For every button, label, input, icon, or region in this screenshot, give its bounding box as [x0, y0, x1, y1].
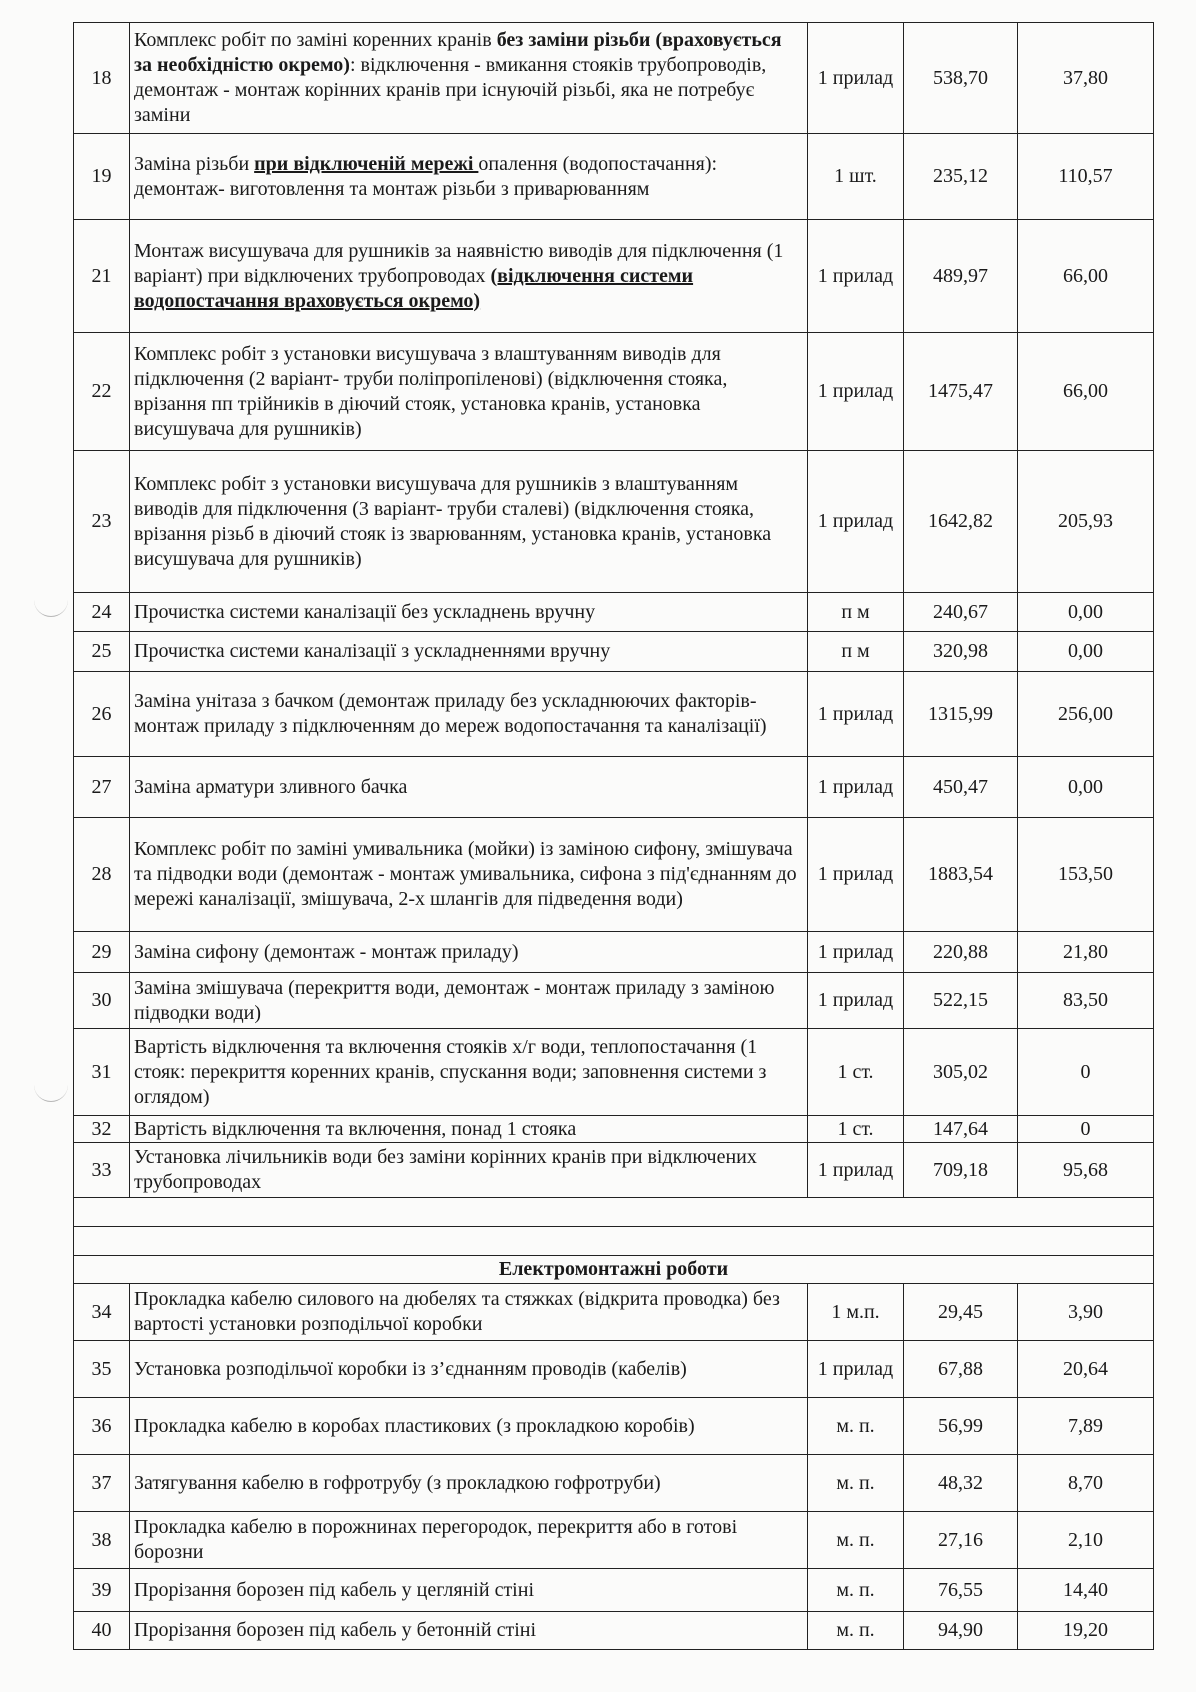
item-description	[130, 1455, 808, 1512]
item-number: 26	[74, 672, 130, 757]
description-text: Заміна унітаза з бачком (демонтаж приладу без ускладнюючих факторів- монтаж приладу з підключенням до мереж водопостачання та каналізації)	[134, 690, 767, 737]
item-price: 76,55	[904, 1569, 1018, 1612]
item-unit: 1 прилад	[808, 333, 904, 451]
punch-hole-mark	[34, 600, 68, 617]
item-description	[130, 672, 808, 757]
table-row	[74, 1341, 1154, 1398]
description-text: Комплекс робіт по заміні умивальника (мойки) із заміною сифону, змішувача та підводки води (демонтаж - монтаж умивальника, сифона з під'єднанням до мережі каналізації, змішувача, 2-х шлангів для підведення води)	[134, 838, 797, 910]
table-row	[74, 632, 1154, 672]
item-description	[130, 632, 808, 672]
punch-hole-mark	[34, 1085, 68, 1102]
description-text: Вартість відключення та включення, понад 1 стояка	[134, 1117, 577, 1140]
item-unit: м. п.	[808, 1569, 904, 1612]
item-unit: п м	[808, 632, 904, 672]
item-number: 40	[74, 1612, 130, 1650]
description-text: Прочистка системи каналізації без ускладнень вручну	[134, 600, 596, 623]
item-materials-cost: 2,10	[1018, 1512, 1154, 1569]
item-materials-cost: 20,64	[1018, 1341, 1154, 1398]
item-price: 1883,54	[904, 818, 1018, 932]
item-unit: 1 прилад	[808, 973, 904, 1029]
spacer-row	[74, 1198, 1154, 1227]
item-description	[130, 1612, 808, 1650]
table-row	[74, 1116, 1154, 1143]
item-price: 56,99	[904, 1398, 1018, 1455]
description-text: Заміна різьби	[134, 152, 255, 175]
item-description	[130, 757, 808, 818]
item-number: 35	[74, 1341, 130, 1398]
item-materials-cost: 110,57	[1018, 134, 1154, 220]
description-text: Затягування кабелю в гофротрубу (з прокладкою гофротруби)	[134, 1471, 661, 1494]
item-price: 240,67	[904, 593, 1018, 632]
item-materials-cost: 21,80	[1018, 932, 1154, 973]
item-price: 1475,47	[904, 333, 1018, 451]
description-text: (відключення системи водопостачання враховується окремо)	[134, 264, 694, 312]
item-unit: м. п.	[808, 1612, 904, 1650]
item-materials-cost: 66,00	[1018, 333, 1154, 451]
item-price: 48,32	[904, 1455, 1018, 1512]
item-price: 67,88	[904, 1341, 1018, 1398]
item-number: 24	[74, 593, 130, 632]
description-text: Прорізання борозен під кабель у бетонній стіні	[134, 1619, 537, 1641]
description-text: при відключеній мережі	[254, 152, 479, 175]
item-materials-cost: 153,50	[1018, 818, 1154, 932]
table-row	[74, 757, 1154, 818]
item-price: 538,70	[904, 23, 1018, 134]
table-row	[74, 1029, 1154, 1116]
item-unit: 1 шт.	[808, 134, 904, 220]
item-price: 305,02	[904, 1029, 1018, 1116]
table-row	[74, 23, 1154, 134]
table-row	[74, 1398, 1154, 1455]
description-text: Установка розподільчої коробки із з’єднанням проводів (кабелів)	[134, 1357, 687, 1380]
item-unit: 1 прилад	[808, 220, 904, 333]
item-description	[130, 1512, 808, 1569]
item-number: 25	[74, 632, 130, 672]
item-number: 30	[74, 973, 130, 1029]
item-price: 29,45	[904, 1284, 1018, 1341]
description-text: Прокладка кабелю силового на дюбелях та стяжках (відкрита проводка) без вартості установки розподільчої коробки	[134, 1288, 780, 1335]
item-materials-cost: 0,00	[1018, 593, 1154, 632]
item-description	[130, 1116, 808, 1143]
table-row	[74, 1612, 1154, 1650]
item-description	[130, 134, 808, 220]
item-unit: п м	[808, 593, 904, 632]
item-description	[130, 932, 808, 973]
item-number: 36	[74, 1398, 130, 1455]
table-row	[74, 818, 1154, 932]
item-description	[130, 1398, 808, 1455]
item-price: 27,16	[904, 1512, 1018, 1569]
table-row	[74, 1143, 1154, 1198]
item-description	[130, 818, 808, 932]
table-row	[74, 333, 1154, 451]
item-description	[130, 451, 808, 593]
empty-cell	[74, 1198, 1154, 1227]
item-price: 1642,82	[904, 451, 1018, 593]
empty-cell	[74, 1227, 1154, 1256]
section-title: Електромонтажні роботи	[74, 1256, 1154, 1284]
item-description	[130, 1284, 808, 1341]
item-unit: 1 ст.	[808, 1029, 904, 1116]
item-description	[130, 1569, 808, 1612]
item-materials-cost: 0	[1018, 1029, 1154, 1116]
item-description	[130, 1029, 808, 1116]
item-price: 94,90	[904, 1612, 1018, 1650]
item-price: 220,88	[904, 932, 1018, 973]
item-description	[130, 23, 808, 134]
item-materials-cost: 256,00	[1018, 672, 1154, 757]
table-row	[74, 932, 1154, 973]
description-text: Прорізання борозен під кабель у цегляній стіні	[134, 1578, 534, 1601]
item-number: 33	[74, 1143, 130, 1198]
item-description	[130, 973, 808, 1029]
description-text: Установка лічильників води без заміни корінних кранів при відключених трубопроводах	[134, 1146, 757, 1193]
item-unit: м. п.	[808, 1455, 904, 1512]
item-number: 28	[74, 818, 130, 932]
item-materials-cost: 83,50	[1018, 973, 1154, 1029]
item-materials-cost: 7,89	[1018, 1398, 1154, 1455]
item-price: 235,12	[904, 134, 1018, 220]
item-price: 1315,99	[904, 672, 1018, 757]
item-unit: 1 прилад	[808, 818, 904, 932]
description-text: Заміна арматури зливного бачка	[134, 775, 408, 798]
table-row	[74, 672, 1154, 757]
item-unit: 1 прилад	[808, 672, 904, 757]
item-number: 27	[74, 757, 130, 818]
description-text: Вартість відключення та включення стояків х/г води, теплопостачання (1 стояк: перекриття коренних кранів, спускання води; заповнення системи з оглядом)	[134, 1035, 767, 1108]
description-text: Прокладка кабелю в порожнинах перегородок, перекриття або в готові борозни	[134, 1516, 738, 1563]
item-description	[130, 593, 808, 632]
description-text: Комплекс робіт по заміні коренних кранів	[134, 29, 497, 51]
item-number: 31	[74, 1029, 130, 1116]
item-materials-cost: 8,70	[1018, 1455, 1154, 1512]
item-number: 22	[74, 333, 130, 451]
item-materials-cost: 3,90	[1018, 1284, 1154, 1341]
item-materials-cost: 0,00	[1018, 632, 1154, 672]
item-number: 23	[74, 451, 130, 593]
item-materials-cost: 95,68	[1018, 1143, 1154, 1198]
description-text: без заміни різьби (враховується за необхідністю окремо)	[134, 29, 782, 76]
item-description	[130, 1341, 808, 1398]
price-list-body	[74, 23, 1154, 1650]
item-number: 34	[74, 1284, 130, 1341]
item-unit: 1 прилад	[808, 1341, 904, 1398]
table-row	[74, 973, 1154, 1029]
item-price: 522,15	[904, 973, 1018, 1029]
description-text: : відключення - вмикання стояків трубопроводів, демонтаж - монтаж корінних кранів при існуючій різьбі, яка не потребує заміни	[134, 54, 767, 126]
description-text: Монтаж висушувача для рушників за наявністю виводів для підключення (1 варіант) при відключених трубопроводах	[134, 239, 784, 287]
table-row	[74, 134, 1154, 220]
table-row	[74, 451, 1154, 593]
item-materials-cost: 66,00	[1018, 220, 1154, 333]
table-row	[74, 1284, 1154, 1341]
item-number: 37	[74, 1455, 130, 1512]
description-text: Комплекс робіт з установки висушувача для рушників з влаштуванням виводів для підключення (3 варіант- труби сталеві) (відключення стояка, врізання різьб в діючий стояк із зварюванням, установка кранів, установка висушувача для рушників)	[134, 472, 772, 570]
item-description	[130, 1143, 808, 1198]
item-price: 709,18	[904, 1143, 1018, 1198]
item-unit: 1 прилад	[808, 932, 904, 973]
item-price: 450,47	[904, 757, 1018, 818]
item-materials-cost: 0	[1018, 1116, 1154, 1143]
item-materials-cost: 19,20	[1018, 1612, 1154, 1650]
item-price: 489,97	[904, 220, 1018, 333]
description-text: Заміна сифону (демонтаж - монтаж приладу)	[134, 940, 519, 963]
item-number: 21	[74, 220, 130, 333]
item-unit: 1 м.п.	[808, 1284, 904, 1341]
table-row	[74, 220, 1154, 333]
description-text: Заміна змішувача (перекриття води, демонтаж - монтаж приладу з заміною підводки води)	[134, 976, 775, 1024]
item-price: 320,98	[904, 632, 1018, 672]
section-header-row	[74, 1256, 1154, 1284]
description-text: Комплекс робіт з установки висушувача з влаштуванням виводів для підключення (2 варіант- труби поліпропіленові) (відключення стояка, врізання пп трійників в діючий стояк, установка кранів, установка висушувача для рушників)	[134, 342, 728, 440]
item-number: 38	[74, 1512, 130, 1569]
table-row	[74, 593, 1154, 632]
item-description	[130, 333, 808, 451]
description-text: Прокладка кабелю в коробах пластикових (з прокладкою коробів)	[134, 1414, 695, 1437]
item-number: 29	[74, 932, 130, 973]
item-unit: 1 прилад	[808, 451, 904, 593]
description-text: опалення (водопостачання): демонтаж- виготовлення та монтаж різьби з приварюванням	[134, 152, 718, 200]
item-unit: м. п.	[808, 1512, 904, 1569]
item-price: 147,64	[904, 1116, 1018, 1143]
description-text: Прочистка системи каналізації з ускладненнями вручну	[134, 640, 611, 662]
table-row	[74, 1455, 1154, 1512]
item-unit: 1 прилад	[808, 1143, 904, 1198]
item-materials-cost: 37,80	[1018, 23, 1154, 134]
item-number: 39	[74, 1569, 130, 1612]
item-number: 32	[74, 1116, 130, 1143]
table-row	[74, 1512, 1154, 1569]
item-materials-cost: 0,00	[1018, 757, 1154, 818]
spacer-row	[74, 1227, 1154, 1256]
table-row	[74, 1569, 1154, 1612]
item-materials-cost: 205,93	[1018, 451, 1154, 593]
item-unit: 1 прилад	[808, 757, 904, 818]
item-number: 18	[74, 23, 130, 134]
item-unit: 1 прилад	[808, 23, 904, 134]
item-materials-cost: 14,40	[1018, 1569, 1154, 1612]
item-number: 19	[74, 134, 130, 220]
price-list-table	[73, 22, 1154, 1650]
item-description	[130, 220, 808, 333]
item-unit: 1 ст.	[808, 1116, 904, 1143]
item-unit: м. п.	[808, 1398, 904, 1455]
